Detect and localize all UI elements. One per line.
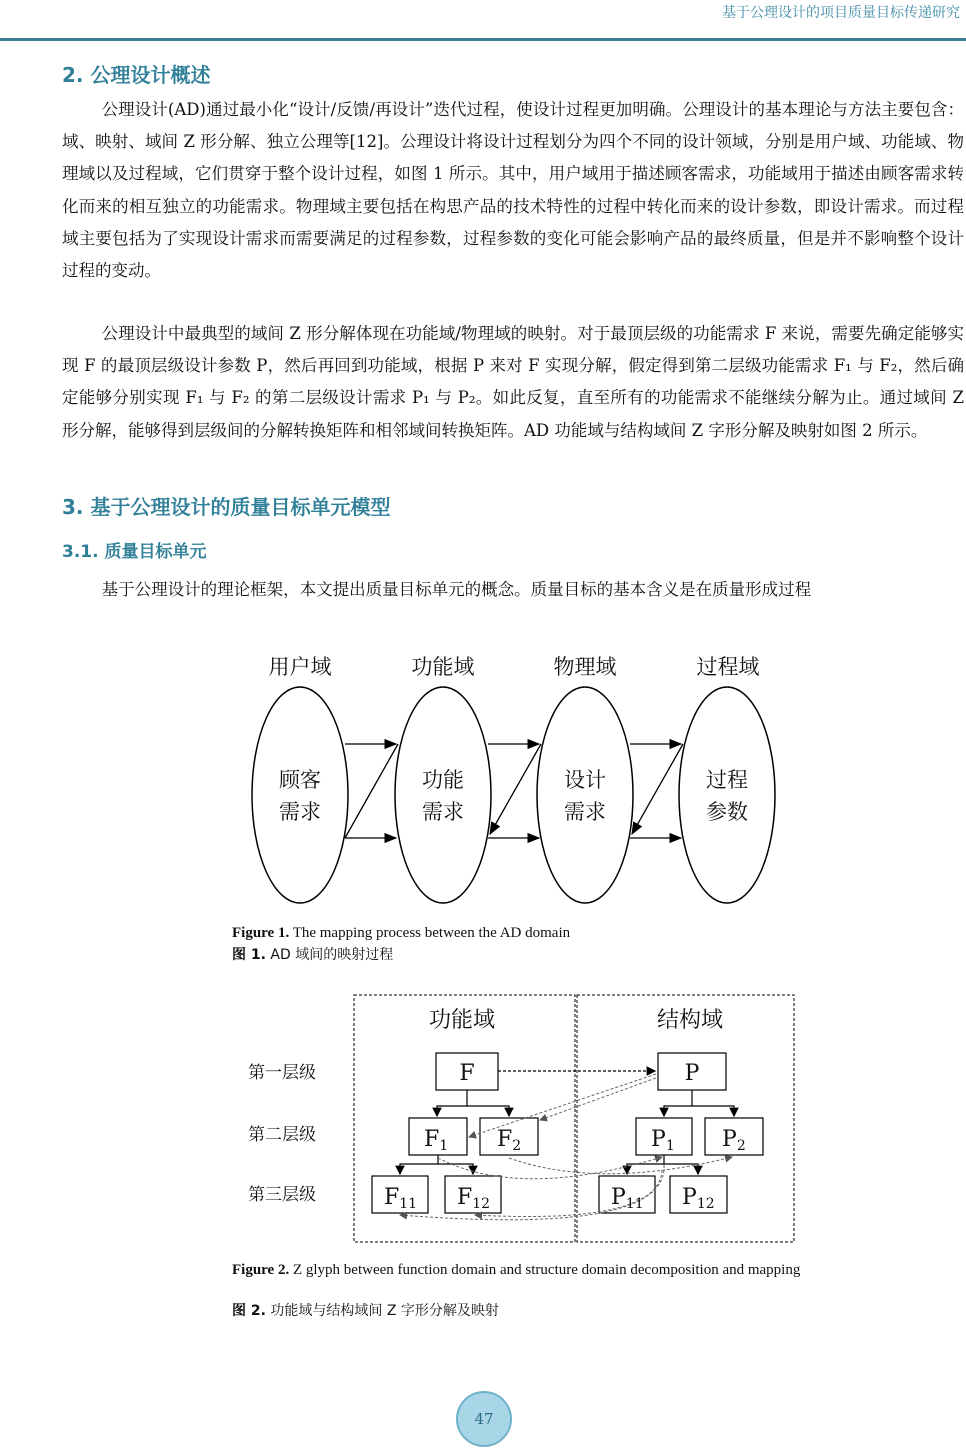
caption-label: Figure 2. [232, 1262, 290, 1278]
figure-1-caption-en [232, 924, 802, 943]
domain-label-function: 功能域 [411, 655, 475, 679]
function-domain-label: 功能域 [428, 1008, 496, 1033]
caption-text: Z glyph between function domain and structure domain decomposition and mapping [289, 1262, 801, 1278]
node-text: 需求 [422, 800, 464, 824]
ellipse-customer-needs [252, 687, 348, 903]
section-heading-2: 2. 公理设计概述 [62, 63, 211, 87]
subscript: 2 [512, 1138, 522, 1154]
figure-2-caption-zh [232, 1302, 802, 1321]
box-label-P11: P [611, 1185, 626, 1210]
node-text: 参数 [706, 800, 748, 824]
subscript: 11 [399, 1196, 418, 1212]
page-number: 47 [456, 1391, 512, 1447]
section-heading-3: 3. 基于公理设计的质量目标单元模型 [62, 495, 391, 519]
node-text: 过程 [706, 768, 748, 792]
box-label-F1: F [424, 1127, 440, 1152]
box-label-P1: P [651, 1127, 666, 1152]
figure-1-caption-zh [232, 946, 802, 965]
structure-domain-label: 结构域 [656, 1008, 724, 1033]
node-text: 需求 [564, 800, 606, 824]
caption-text: 功能域与结构域间 Z 字形分解及映射 [265, 1303, 499, 1319]
box-label-F: F [459, 1061, 475, 1086]
domain-label-user: 用户域 [268, 655, 332, 679]
box-label-P2: P [722, 1127, 737, 1152]
domain-label-process: 过程域 [696, 655, 760, 679]
caption-text: AD 域间的映射过程 [265, 947, 394, 963]
paragraph-1: 公理设计(AD)通过最小化“设计/反馈/再设计”迭代过程，使设计过程更加明确。公理设计的基本理论与方法主要包含：域、映射、域间 Z 形分解、独立公理等[12]。公理设计将设计过程划分为四个不同的设计领域，分别是用户域、功能域、物理域以及过程域，它们贯穿于整个设计过程，如图 1 所示。其中，用户域用于描述顾客需求，功能域用于描述由顾客需求转化而来的相互独立的功能需求。物理域主要包括在构思产品的技术特性的过程中转化而来的设计参数，即设计需求。而过程域主要包括为了实现设计需求而需要满足的过程参数，过程参数的变化可能会影响产品的最终质量，但是并不影响整个设计过程的变动。 [62, 100, 964, 281]
box-label-F12: F [457, 1185, 473, 1210]
domain-label-physical: 物理域 [553, 655, 617, 679]
node-text: 功能 [422, 768, 464, 792]
figure-2-diagram [0, 990, 966, 1246]
level-label-3: 第三层级 [248, 1185, 316, 1205]
caption-label: 图 2. [232, 1303, 266, 1319]
caption-label: Figure 1. [232, 925, 290, 941]
subscript: 2 [736, 1138, 746, 1154]
figure-2-caption-en [232, 1261, 802, 1280]
figure-1-diagram [0, 640, 966, 920]
caption-label: 图 1. [232, 947, 266, 963]
node-text: 需求 [279, 800, 321, 824]
subscript: 1 [439, 1138, 449, 1154]
diagonal-1 [345, 744, 398, 838]
node-text: 顾客 [279, 768, 321, 792]
subscript: 11 [625, 1196, 644, 1212]
caption-text: The mapping process between the AD domain [289, 925, 571, 941]
running-head: 基于公理设计的项目质量目标传递研究 [722, 5, 960, 21]
node-text: 设计 [564, 768, 606, 792]
subsection-heading-3-1: 3.1. 质量目标单元 [62, 542, 207, 562]
ellipse-functional-requirements [395, 687, 491, 903]
box-label-P12: P [682, 1185, 697, 1210]
paragraph-3: 基于公理设计的理论框架，本文提出质量目标单元的概念。质量目标的基本含义是在质量形成过程 [101, 580, 812, 599]
box-label-P: P [684, 1061, 700, 1086]
diagonal-2 [490, 744, 541, 834]
diagonal-3 [632, 744, 683, 834]
header-rule [0, 38, 966, 41]
ellipse-design-requirements [537, 687, 633, 903]
ellipse-process-parameters [679, 687, 775, 903]
level-label-1: 第一层级 [248, 1063, 316, 1083]
box-label-F11: F [384, 1185, 400, 1210]
paragraph-2: 公理设计中最典型的域间 Z 形分解体现在功能域/物理域的映射。对于最顶层级的功能需求 F 来说，需要先确定能够实现 F 的最顶层级设计参数 P，然后再回到功能域，根据 P 来对 F 实现分解，假定得到第二层级功能需求 F₁ 与 F₂，然后确定能够分别实现 F₁ 与 F₂ 的第二层级设计需求 P₁ 与 P₂。如此反复，直至所有的功能需求不能继续分解为止。通过域间 Z 形分解，能够得到层级间的分解转换矩阵和相邻域间转换矩阵。AD 功能域与结构域间 Z 字形分解及映射如图 2 所示。 [62, 324, 964, 440]
box-label-F2: F [497, 1127, 513, 1152]
level-label-2: 第二层级 [248, 1125, 316, 1145]
subscript: 12 [696, 1196, 715, 1212]
subscript: 1 [665, 1138, 675, 1154]
subscript: 12 [472, 1196, 491, 1212]
